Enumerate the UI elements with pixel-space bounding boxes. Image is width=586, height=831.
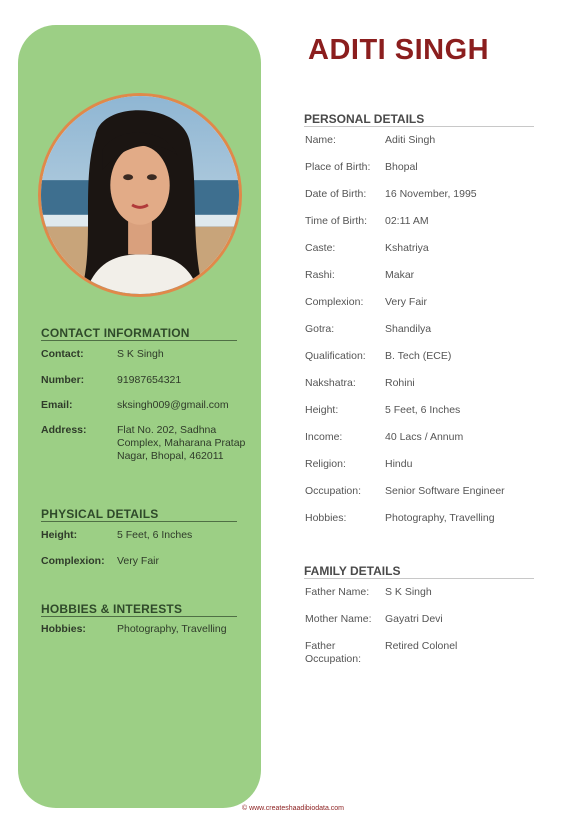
physical-complexion-label: Complexion: [41, 555, 105, 567]
footer-credit[interactable]: © www.createshaadibiodata.com [241, 805, 345, 812]
contact-label: Contact: [41, 348, 84, 360]
personal-value: Very Fair [385, 296, 428, 308]
address-label: Address: [41, 424, 87, 436]
personal-value: Photography, Travelling [385, 512, 495, 524]
personal-value: 40 Lacs / Annum [385, 431, 464, 443]
family-label: Father Name: [305, 586, 370, 598]
personal-label: Complexion: [305, 296, 364, 308]
personal-label: Qualification: [305, 350, 366, 362]
personal-value: Hindu [385, 458, 413, 470]
family-label: Occupation: [305, 653, 362, 665]
personal-label: Height: [305, 404, 339, 416]
hobbies-section-title: HOBBIES & INTERESTS [41, 602, 183, 616]
contact-value: S K Singh [117, 348, 164, 360]
personal-label: Nakshatra: [305, 377, 356, 389]
contact-section-title: CONTACT INFORMATION [41, 326, 190, 340]
personal-label: Hobbies: [305, 512, 347, 524]
physical-complexion-value: Very Fair [117, 555, 160, 567]
hobbies-value: Photography, Travelling [117, 623, 227, 635]
family-value: Retired Colonel [385, 640, 458, 652]
personal-value: 16 November, 1995 [385, 188, 477, 200]
email-label: Email: [41, 399, 73, 411]
physical-height-label: Height: [41, 529, 78, 541]
physical-height-value: 5 Feet, 6 Inches [117, 529, 193, 541]
address-line-1: Flat No. 202, Sadhna [117, 424, 217, 436]
personal-section-title: PERSONAL DETAILS [304, 112, 425, 126]
address-line-2: Complex, Maharana Pratap [117, 437, 246, 449]
personal-label: Time of Birth: [305, 215, 368, 227]
personal-value: 5 Feet, 6 Inches [385, 404, 461, 416]
personal-divider [304, 126, 534, 127]
physical-divider [41, 521, 237, 522]
personal-label: Name: [305, 134, 336, 146]
personal-label: Religion: [305, 458, 346, 470]
family-value: S K Singh [385, 586, 432, 598]
number-value: 91987654321 [117, 374, 182, 386]
hobbies-label: Hobbies: [41, 623, 86, 635]
personal-value: Senior Software Engineer [385, 485, 505, 497]
profile-photo [38, 93, 242, 297]
address-line-3: Nagar, Bhopal, 462011 [117, 450, 224, 462]
personal-value: Rohini [385, 377, 415, 389]
family-label: Mother Name: [305, 613, 372, 625]
personal-value: Aditi Singh [385, 134, 436, 146]
hobbies-divider [41, 616, 237, 617]
personal-label: Occupation: [305, 485, 362, 497]
email-value: sksingh009@gmail.com [117, 399, 229, 411]
personal-label: Rashi: [305, 269, 335, 281]
personal-value: Shandilya [385, 323, 432, 335]
family-value: Gayatri Devi [385, 613, 443, 625]
family-label: Father [305, 640, 336, 652]
personal-value: 02:11 AM [385, 215, 429, 227]
personal-label: Gotra: [305, 323, 335, 335]
physical-section-title: PHYSICAL DETAILS [41, 507, 159, 521]
personal-label: Income: [305, 431, 343, 443]
personal-value: Kshatriya [385, 242, 429, 254]
personal-value: B. Tech (ECE) [385, 350, 452, 362]
family-divider [304, 578, 534, 579]
family-section-title: FAMILY DETAILS [304, 564, 401, 578]
personal-label: Place of Birth: [305, 161, 371, 173]
personal-value: Makar [385, 269, 415, 281]
personal-label: Date of Birth: [305, 188, 367, 200]
contact-divider [41, 340, 237, 341]
number-label: Number: [41, 374, 85, 386]
candidate-name: ADITI SINGH [308, 34, 490, 66]
personal-value: Bhopal [385, 161, 418, 173]
personal-label: Caste: [305, 242, 336, 254]
